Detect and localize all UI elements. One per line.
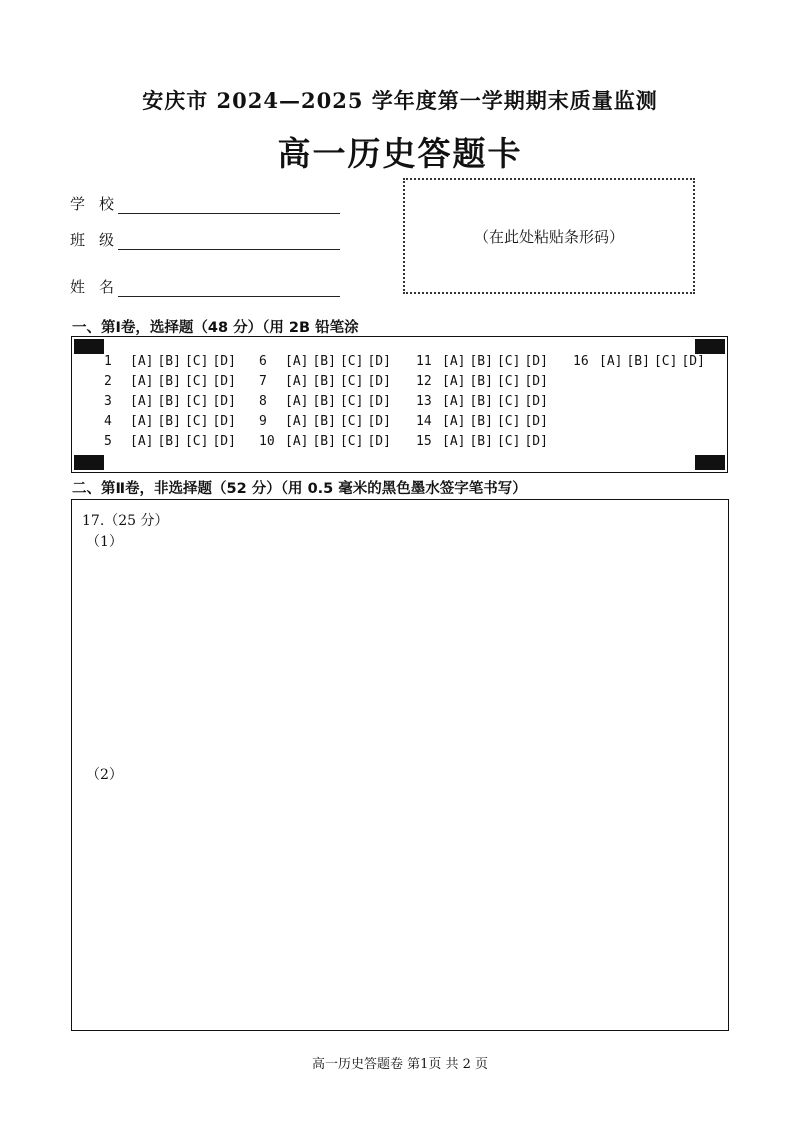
answer-bubble[interactable]: [B]: [312, 394, 336, 409]
answer-bubble[interactable]: [B]: [469, 434, 493, 449]
answer-bubble[interactable]: [C]: [339, 374, 364, 389]
question-number: 14: [416, 414, 432, 429]
answer-bubble[interactable]: [C]: [496, 414, 521, 429]
mc-question: [259, 394, 395, 409]
answer-bubble[interactable]: [B]: [469, 354, 493, 369]
question-number: 6: [259, 354, 267, 369]
question-number: 7: [259, 374, 267, 389]
question-number: 4: [104, 414, 112, 429]
answer-bubble[interactable]: [D]: [367, 354, 391, 369]
answer-bubble[interactable]: [C]: [339, 354, 364, 369]
school-label: 学校: [70, 195, 129, 213]
answer-bubble[interactable]: [C]: [339, 414, 364, 429]
answer-bubble[interactable]: [B]: [157, 374, 181, 389]
answer-bubble[interactable]: [A]: [442, 414, 466, 429]
answer-bubble[interactable]: [B]: [312, 374, 336, 389]
school-input-line[interactable]: [118, 193, 340, 214]
answer-bubble[interactable]: [B]: [157, 434, 181, 449]
answer-bubble[interactable]: [C]: [496, 374, 521, 389]
answer-bubble[interactable]: [B]: [312, 434, 336, 449]
exam-header: 安庆市 2024—2025 学年度第一学期期末质量监测: [142, 88, 658, 113]
answer-bubble[interactable]: [D]: [524, 394, 548, 409]
answer-bubble[interactable]: [C]: [496, 434, 521, 449]
answer-bubble[interactable]: [A]: [285, 414, 309, 429]
question-17-part1-label: （1）: [86, 534, 123, 550]
answer-bubble[interactable]: [C]: [339, 434, 364, 449]
answer-bubble[interactable]: [D]: [524, 354, 548, 369]
answer-bubble[interactable]: [A]: [130, 414, 154, 429]
answer-bubble[interactable]: [D]: [367, 394, 391, 409]
answer-bubble[interactable]: [D]: [367, 434, 391, 449]
answer-bubble[interactable]: [B]: [626, 354, 650, 369]
answer-bubble[interactable]: [A]: [285, 434, 309, 449]
mc-question: [416, 434, 552, 449]
answer-bubble[interactable]: [D]: [524, 374, 548, 389]
answer-bubble[interactable]: [D]: [524, 434, 548, 449]
section1-title: 一、第Ⅰ卷，选择题（48 分）（用 2B 铅笔涂: [72, 320, 359, 336]
answer-bubble[interactable]: [D]: [367, 374, 391, 389]
mc-question: [416, 414, 552, 429]
answer-bubble[interactable]: [D]: [212, 434, 236, 449]
question-number: 10: [259, 434, 275, 449]
answer-bubble[interactable]: [A]: [442, 434, 466, 449]
answer-bubble[interactable]: [A]: [130, 394, 154, 409]
answer-bubble[interactable]: [A]: [599, 354, 623, 369]
question-number: 15: [416, 434, 432, 449]
answer-bubble[interactable]: [B]: [312, 354, 336, 369]
answer-area-17[interactable]: [71, 499, 729, 1031]
question-number: 5: [104, 434, 112, 449]
question-17-part2-label: （2）: [86, 767, 123, 783]
mc-question: [259, 414, 395, 429]
answer-bubble[interactable]: [A]: [130, 374, 154, 389]
answer-card-title: 高一历史答题卡: [277, 134, 523, 173]
answer-bubble[interactable]: [B]: [469, 374, 493, 389]
answer-bubble[interactable]: [C]: [339, 394, 364, 409]
question-number: 11: [416, 354, 432, 369]
answer-bubble[interactable]: [A]: [442, 354, 466, 369]
answer-bubble[interactable]: [D]: [212, 394, 236, 409]
answer-bubble[interactable]: [C]: [653, 354, 678, 369]
answer-bubble[interactable]: [B]: [157, 414, 181, 429]
answer-bubble[interactable]: [D]: [367, 414, 391, 429]
multiple-choice-grid: [71, 336, 728, 473]
page-footer: 高一历史答题卷 第1页 共 2 页: [311, 1057, 489, 1072]
mc-question: [104, 414, 240, 429]
question-number: 3: [104, 394, 112, 409]
mc-question: [259, 354, 395, 369]
mc-question: [416, 354, 552, 369]
mc-question: [104, 374, 240, 389]
mc-question: [104, 434, 240, 449]
answer-bubble[interactable]: [D]: [212, 354, 236, 369]
name-input-line[interactable]: [118, 276, 340, 297]
answer-bubble[interactable]: [A]: [442, 374, 466, 389]
alignment-mark: [74, 339, 104, 354]
answer-bubble[interactable]: [D]: [681, 354, 705, 369]
answer-bubble[interactable]: [B]: [312, 414, 336, 429]
school-field: [70, 190, 340, 216]
mc-question: [573, 354, 709, 369]
answer-bubble[interactable]: [A]: [442, 394, 466, 409]
alignment-mark: [74, 455, 104, 470]
answer-bubble[interactable]: [C]: [184, 414, 209, 429]
question-number: 13: [416, 394, 432, 409]
barcode-placeholder: （在此处粘贴条形码）: [473, 227, 624, 246]
question-number: 8: [259, 394, 267, 409]
question-17-label: 17.（25 分）: [82, 513, 169, 529]
question-number: 2: [104, 374, 112, 389]
question-number: 12: [416, 374, 432, 389]
alignment-mark: [695, 339, 725, 354]
answer-bubble[interactable]: [C]: [184, 374, 209, 389]
name-field: [70, 273, 340, 299]
section2-title: 二、第Ⅱ卷，非选择题（52 分）（用 0.5 毫米的黑色墨水签字笔书写）: [72, 481, 527, 497]
question-number: 16: [573, 354, 589, 369]
question-number: 9: [259, 414, 267, 429]
answer-bubble[interactable]: [C]: [184, 434, 209, 449]
mc-question: [416, 394, 552, 409]
class-input-line[interactable]: [118, 229, 340, 250]
answer-bubble[interactable]: [A]: [285, 374, 309, 389]
answer-bubble[interactable]: [C]: [184, 394, 209, 409]
answer-bubble[interactable]: [B]: [157, 394, 181, 409]
question-number: 1: [104, 354, 112, 369]
answer-bubble[interactable]: [C]: [496, 354, 521, 369]
mc-question: [416, 374, 552, 389]
answer-bubble[interactable]: [C]: [496, 394, 521, 409]
answer-bubble[interactable]: [A]: [130, 354, 154, 369]
alignment-mark: [695, 455, 725, 470]
mc-question: [104, 394, 240, 409]
mc-question: [259, 434, 395, 449]
answer-bubble[interactable]: [A]: [130, 434, 154, 449]
mc-question: [259, 374, 395, 389]
answer-bubble[interactable]: [B]: [469, 414, 493, 429]
answer-bubble[interactable]: [C]: [184, 354, 209, 369]
class-label: 班级: [70, 231, 129, 249]
mc-question: [104, 354, 240, 369]
answer-bubble[interactable]: [D]: [212, 374, 236, 389]
answer-bubble[interactable]: [B]: [469, 394, 493, 409]
answer-bubble[interactable]: [A]: [285, 394, 309, 409]
answer-bubble[interactable]: [D]: [212, 414, 236, 429]
answer-bubble[interactable]: [A]: [285, 354, 309, 369]
class-field: [70, 226, 340, 252]
answer-bubble[interactable]: [D]: [524, 414, 548, 429]
answer-bubble[interactable]: [B]: [157, 354, 181, 369]
name-label: 姓名: [70, 278, 129, 296]
barcode-area[interactable]: [403, 178, 695, 294]
